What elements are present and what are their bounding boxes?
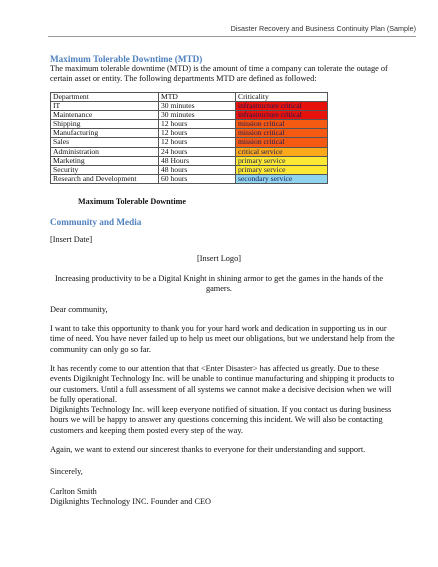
criticality-cell: mission critical [236,138,328,147]
criticality-cell: critical service [236,147,328,156]
criticality-cell: infrastructure critical [236,111,328,120]
column-header-mtd: MTD [159,93,236,102]
criticality-cell: infrastructure critical [236,102,328,111]
paragraph-thanks: I want to take this opportunity to thank you for your hard work and dedication in supporting us in our time of need. You have never failed up to help us meet our obligations, but we understand help from the community can only go so far. [50,324,395,354]
greeting: Dear community, [50,305,108,314]
table-row [51,156,328,165]
page-header: Disaster Recovery and Business Continuity Plan (Sample) [230,24,416,33]
mtd-cell: 12 hours [159,129,236,138]
tagline: Increasing productivity to be a Digital Knight in shining armor to get the games in the hands of the gamers. [54,274,384,294]
table-caption: Maximum Tolerable Downtime [78,197,186,206]
criticality-cell: mission critical [236,120,328,129]
date-placeholder: [Insert Date] [50,235,93,244]
mtd-intro: The maximum tolerable downtime (MTD) is the amount of time a company can tolerate the outage of certain asset or entity. The following departments MTD are defined as followed: [50,64,388,84]
department-cell: Research and Development [51,174,159,183]
criticality-cell: mission critical [236,129,328,138]
department-cell: Marketing [51,156,159,165]
signer-title: Digiknights Technology INC. Founder and CEO [50,497,212,506]
department-cell: IT [51,102,159,111]
department-cell: Security [51,165,159,174]
paragraph-disaster: It has recently come to our attention that that <Enter Disaster> has affected us greatly. Due to these events Digiknight Technology Inc. will be unable to continue manufacturing and shipping it products to our customers. Until a full assessment of all systems we cannot make a decisive decision when we will be fully operational. [50,364,395,404]
closing: Sincerely, [50,467,83,476]
header-rule [48,36,416,37]
criticality-cell: primary service [236,165,328,174]
department-cell: Maintenance [51,111,159,120]
department-cell: Administration [51,147,159,156]
mtd-cell: 48 Hours [159,156,236,165]
paragraph-closing-thanks: Again, we want to extend our sincerest thanks to everyone for their understanding and support. [50,445,366,454]
community-heading: Community and Media [50,217,142,227]
department-cell: Sales [51,138,159,147]
table-row [51,138,328,147]
mtd-cell: 60 hours [159,174,236,183]
criticality-cell: secondary service [236,174,328,183]
table-row [51,111,328,120]
logo-placeholder: [Insert Logo] [196,254,241,263]
department-cell: Shipping [51,120,159,129]
table-row [51,147,328,156]
mtd-heading: Maximum Tolerable Downtime (MTD) [50,54,203,64]
mtd-table [50,92,328,184]
mtd-cell: 12 hours [159,120,236,129]
mtd-cell: 48 hours [159,165,236,174]
mtd-cell: 30 minutes [159,111,236,120]
department-cell: Manufacturing [51,129,159,138]
column-header-criticality: Criticality [236,93,328,102]
criticality-cell: primary service [236,156,328,165]
table-row [51,129,328,138]
signer-name: Carlton Smith [50,487,97,496]
column-header-department: Department [51,93,159,102]
mtd-cell: 12 hours [159,138,236,147]
paragraph-notify: Digiknights Technology Inc. will keep everyone notified of situation. If you contact us during business hours we will be happy to answer any questions concerning this incident. We will also be contacting customers and keeping them posted every step of the way. [50,405,392,435]
table-row [51,174,328,183]
table-row [51,165,328,174]
mtd-cell: 30 minutes [159,102,236,111]
mtd-cell: 24 hours [159,147,236,156]
